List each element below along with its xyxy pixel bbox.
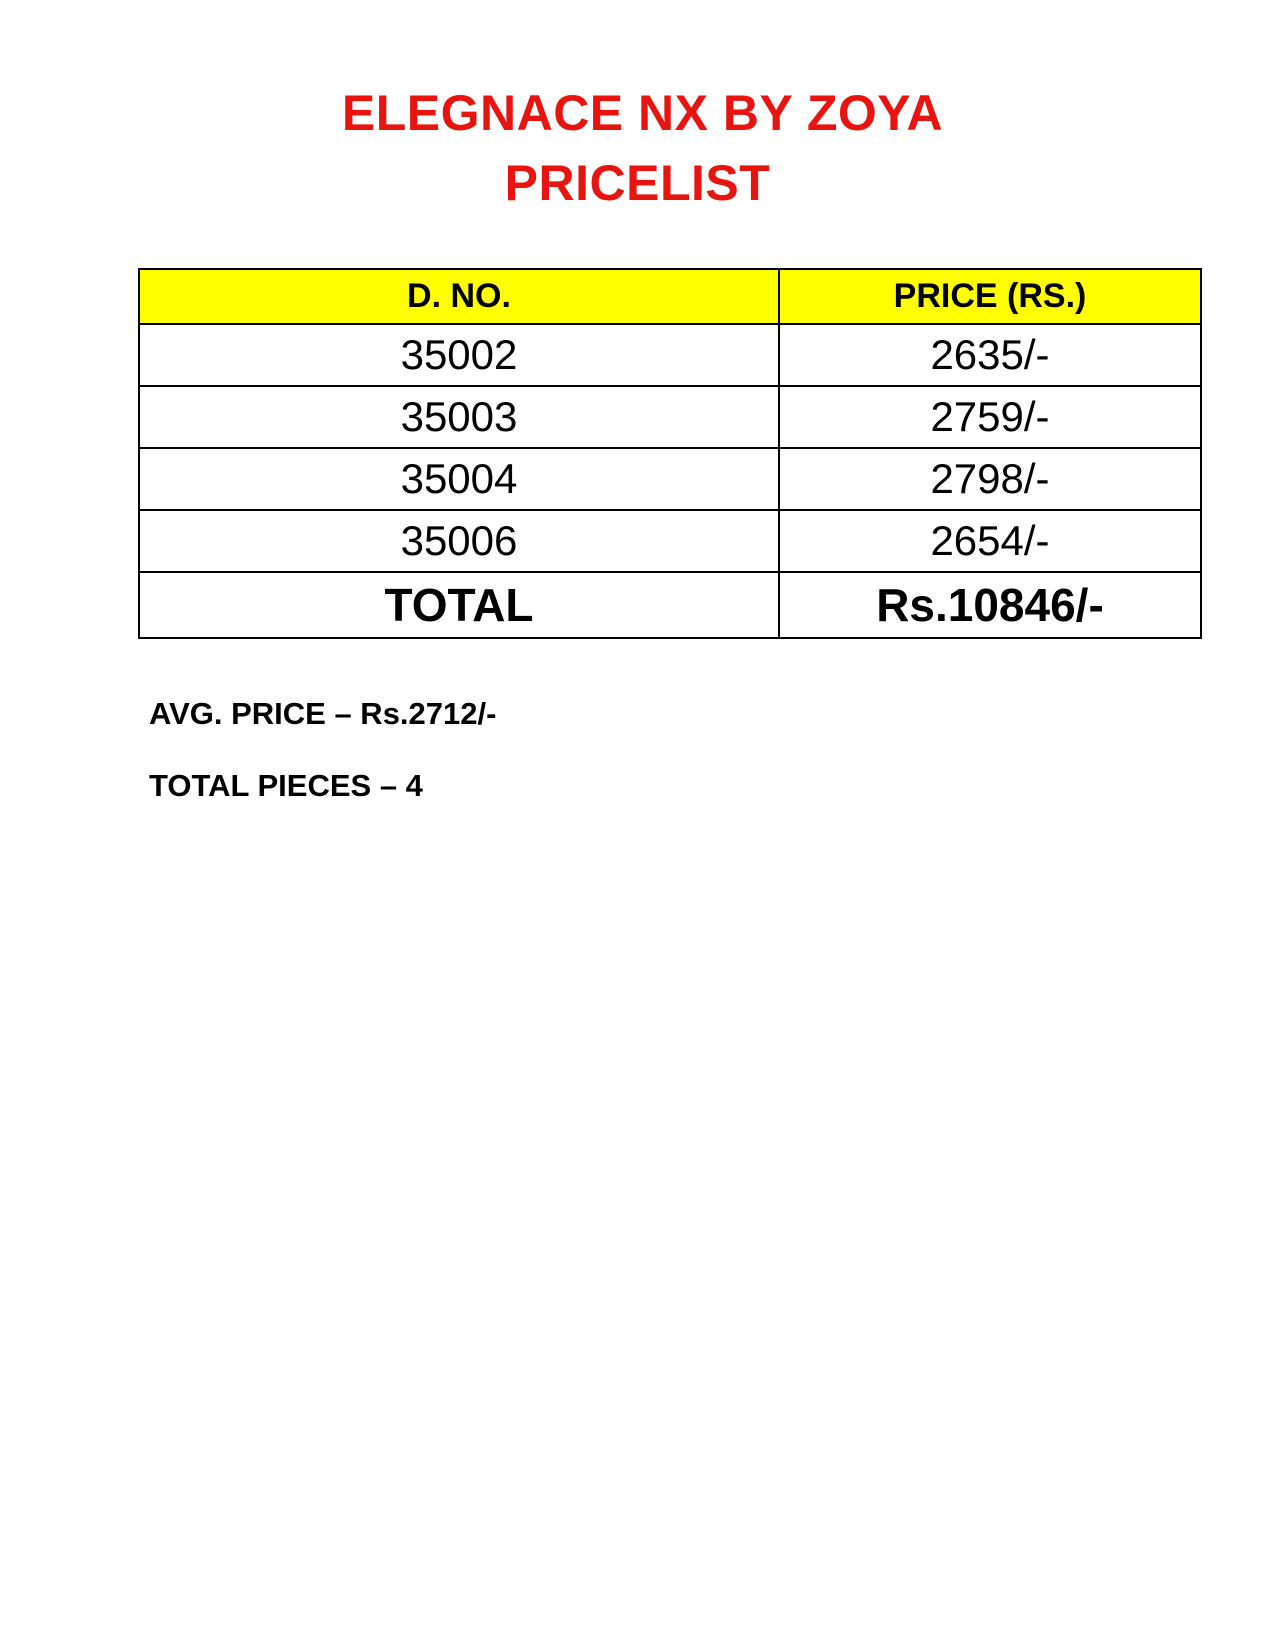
design-no-cell: 35002 <box>139 324 779 386</box>
table-row <box>139 448 1201 510</box>
total-label: TOTAL <box>139 572 779 638</box>
design-no-cell: 35004 <box>139 448 779 510</box>
column-header-price: PRICE (RS.) <box>779 269 1201 324</box>
price-cell: 2759/- <box>779 386 1201 448</box>
price-cell: 2635/- <box>779 324 1201 386</box>
price-table <box>138 268 1202 639</box>
total-value: Rs.10846/- <box>779 572 1201 638</box>
table-header-row <box>139 269 1201 324</box>
total-row <box>139 572 1201 638</box>
total-pieces: TOTAL PIECES – 4 <box>149 768 423 803</box>
average-price: AVG. PRICE – Rs.2712/- <box>149 696 497 731</box>
table-row <box>139 386 1201 448</box>
design-no-cell: 35006 <box>139 510 779 572</box>
design-no-cell: 35003 <box>139 386 779 448</box>
price-cell: 2654/- <box>779 510 1201 572</box>
column-header-design-no: D. NO. <box>139 269 779 324</box>
table-row <box>139 324 1201 386</box>
price-cell: 2798/- <box>779 448 1201 510</box>
table-row <box>139 510 1201 572</box>
document-subtitle: PRICELIST <box>504 155 771 211</box>
document-title: ELEGNACE NX BY ZOYA <box>341 85 944 141</box>
document-header <box>0 78 1275 218</box>
